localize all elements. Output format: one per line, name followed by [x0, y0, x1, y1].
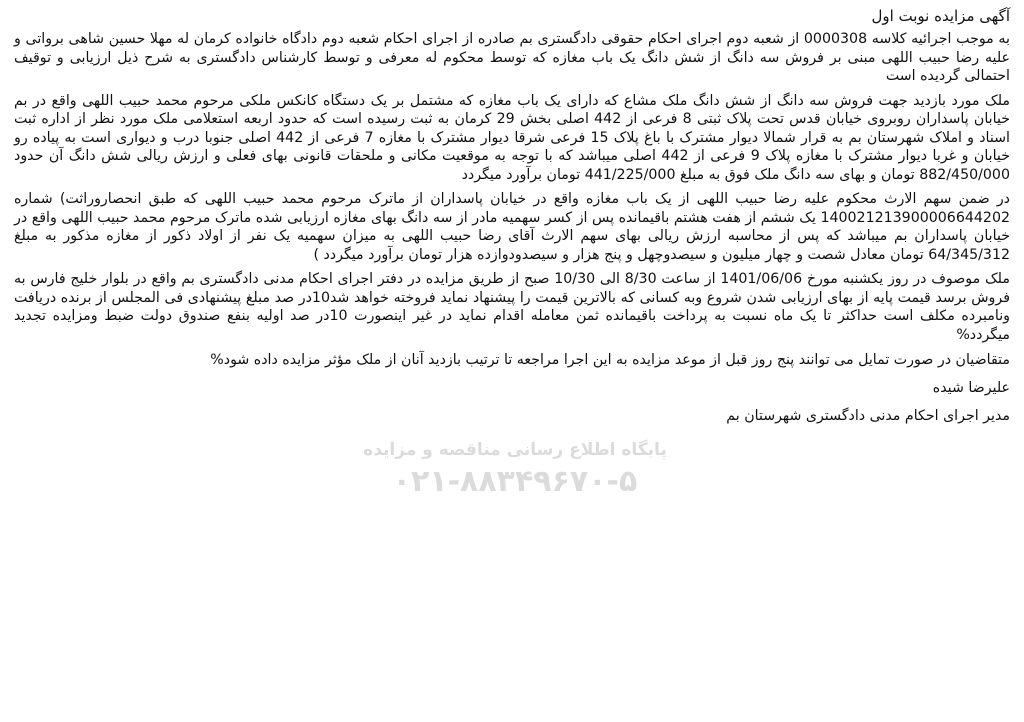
paragraph-auction-terms: ملک موصوف در روز یکشنبه مورخ 1401/06/06 از ساعت 8/30 الی 10/30 صبح از طریق مزایده در دفتر اجرای احکام مدنی دادگستری بم واقع در بلوار خلیج فارس به فروش برسد قیمت پایه از بهای ارزیابی شدن شروع وبه کسانی که بالاترین قیمت را پیشنهاد نماید فروخته خواهد شد10در صد مبلغ پیشنهادی فی المجلس از برنده دریافت ونامبرده مکلف است حداکثر تا یک ماه نسبت به پرداخت باقیمانده ثمن معامله اقدام نماید در غیر اینصورت 10در صد اولیه بنفع صندوق دولت ضبط ومزایده تجدید میگردد% [14, 271, 1010, 343]
paragraph-intro: به موجب اجرائیه کلاسه 0000308 از شعبه دوم اجرای احکام حقوقی دادگستری بم صادره از اجرای احکام شعبه دوم دادگاه خانواده کرمان له مهلا حسین شاهی برواتی و علیه رضا حبیب اللهی مبنی بر فروش سه دانگ از شش دانگ یک باب مغازه که توسط محکوم له معرفی و توسط کارشناس دادگستری به شرح ذیل ارزیابی و توقیف احتمالی گردیده است [14, 31, 1010, 84]
notice-visit-line: متقاضیان در صورت تمایل می توانند پنج روز قبل از موعد مزایده به این اجرا مراجعه تا ترتیب بازدید آنان از ملک مؤثر مزایده داده شود% [210, 352, 1010, 368]
paragraph-property: ملک مورد بازدید جهت فروش سه دانگ از شش دانگ ملک مشاع که دارای یک باب مغازه که مشتمل بر یک دستگاه کانکس ملکی مرحوم محمد حبیب اللهی واقع در بم خیابان پاسداران روبروی خیابان قدس تحت پلاک ثبتی 8 فرعی از 442 اصلی بخش 29 کرمان به ثبت رسیده است که حدود اربعه استعلامی ملک مورد نظر از اداره ثبت اسناد و املاک شهرستان بم به قرار شمالا دیوار مشترک با باغ پلاک 15 فرعی شرقا دیوار مشترک با مغازه 7 فرعی از 442 اصلی جنوبا درب و دیواری است به پیاده رو خیابان و غربا دیوار مشترک با مغازه پلاک 9 فرعی از 442 اصلی میباشد که با توجه به موقعیت مکانی و ملحقات قانونی بهای فعلی و ارزش ریالی شش دانگ آن حدود 882/450/000 تومان و بهای سه دانگ ملک فوق به مبلغ 441/225/000 تومان برآورد میگردد [14, 92, 1010, 183]
signer-name: علیرضا شیده [932, 380, 1010, 396]
notice-title: آگهی مزایده نوبت اول [871, 7, 1010, 25]
paragraph-inheritance: در ضمن سهم الارث محکوم علیه رضا حبیب اللهی از یک باب مغازه واقع در خیابان پاسداران از ماترک مرحوم محمد حبیب اللهی که طبق انحصاروراثت) شماره 140021213900006644202 یک ششم از هفت هشتم باقیمانده پس از کسر سهمیه مادر از سه دانگ بهای مغازه ارزیابی شده ماترک مرحوم محمد حبیب اللهی واقع در خیابان پاسداران بم میباشد که پس از محاسبه ارزش ریالی بهای سهم الارث آقای رضا حبیب اللهی به میزان سهمیه یک نفر از اولاد ذکور از مغازه مذکور به مبلغ 64/345/312 تومان معادل شصت و چهار میلیون و سیصدوچهل و پنج هزار و سیصدودوازده هزار تومان برآورد میگردد ) [14, 191, 1010, 263]
watermark-phone: ۰۲۱-۸۸۳۴۹۶۷۰-۵ [392, 464, 638, 499]
signer-title: مدیر اجرای احکام مدنی دادگستری شهرستان بم [726, 408, 1010, 424]
watermark-name: پایگاه اطلاع رسانی مناقصه و مزایده [363, 440, 667, 460]
